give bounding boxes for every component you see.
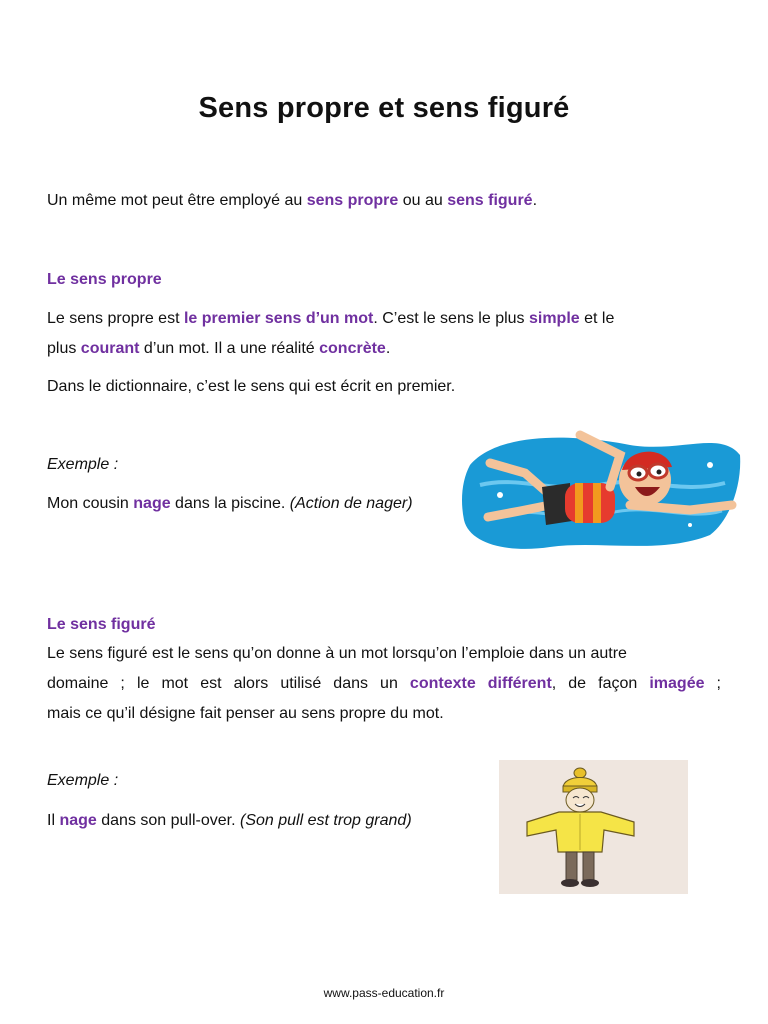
text-line xyxy=(47,669,721,699)
intro-paragraph xyxy=(47,186,537,216)
highlight: imagée xyxy=(649,675,705,692)
example-label: Exemple : xyxy=(47,456,119,473)
highlight: simple xyxy=(528,310,580,327)
text: . C’est le sens le plus xyxy=(373,310,529,327)
highlight-sens-figure: sens figuré xyxy=(447,192,533,209)
highlight: concrète xyxy=(319,340,386,357)
highlight-nage: nage xyxy=(133,495,171,512)
intro-text: . xyxy=(532,192,538,209)
text: et le xyxy=(579,310,615,327)
example-note: (Action de nager) xyxy=(289,495,413,512)
text: d’un mot. Il a une réalité xyxy=(139,340,320,357)
section-heading-sens-propre: Le sens propre xyxy=(47,271,162,288)
highlight: courant xyxy=(80,340,140,357)
example-sentence-propre xyxy=(47,489,413,519)
text: dans la piscine. xyxy=(170,495,290,512)
text: . xyxy=(385,340,391,357)
text: Mon cousin xyxy=(47,495,134,512)
intro-text: Un même mot peut être employé au xyxy=(47,192,307,209)
sens-figure-definition xyxy=(47,639,721,729)
oversized-pullover-drawing xyxy=(499,760,688,894)
swimmer-illustration xyxy=(460,425,742,555)
text: , de façon xyxy=(551,675,650,692)
highlight-sens-propre: sens propre xyxy=(306,192,399,209)
text: Le sens propre est xyxy=(47,310,184,327)
highlight: contexte différent xyxy=(409,675,552,692)
text: ; xyxy=(704,675,722,692)
highlight-nage: nage xyxy=(59,812,97,829)
intro-text: ou au xyxy=(398,192,448,209)
text: Il xyxy=(47,812,60,829)
footer-website: www.pass-education.fr xyxy=(323,986,445,1000)
text: domaine ; le mot est alors utilisé dans un xyxy=(47,675,410,692)
example-label: Exemple : xyxy=(47,772,119,789)
dictionary-note: Dans le dictionnaire, c’est le sens qui est écrit en premier. xyxy=(47,378,456,395)
example-sentence-figure xyxy=(47,806,412,836)
text-line: mais ce qu’il désigne fait penser au sens propre du mot. xyxy=(47,705,444,722)
example-note: (Son pull est trop grand) xyxy=(240,812,412,829)
text: plus xyxy=(47,340,81,357)
text-line: Le sens figuré est le sens qu’on donne à un mot lorsqu’on l’emploie dans un autre xyxy=(47,645,627,662)
highlight: le premier sens d’un mot xyxy=(183,310,374,327)
section-heading-sens-figure: Le sens figuré xyxy=(47,616,156,633)
sens-propre-definition xyxy=(47,304,687,364)
page-title: Sens propre et sens figuré xyxy=(198,92,570,124)
text: dans son pull-over. xyxy=(96,812,240,829)
